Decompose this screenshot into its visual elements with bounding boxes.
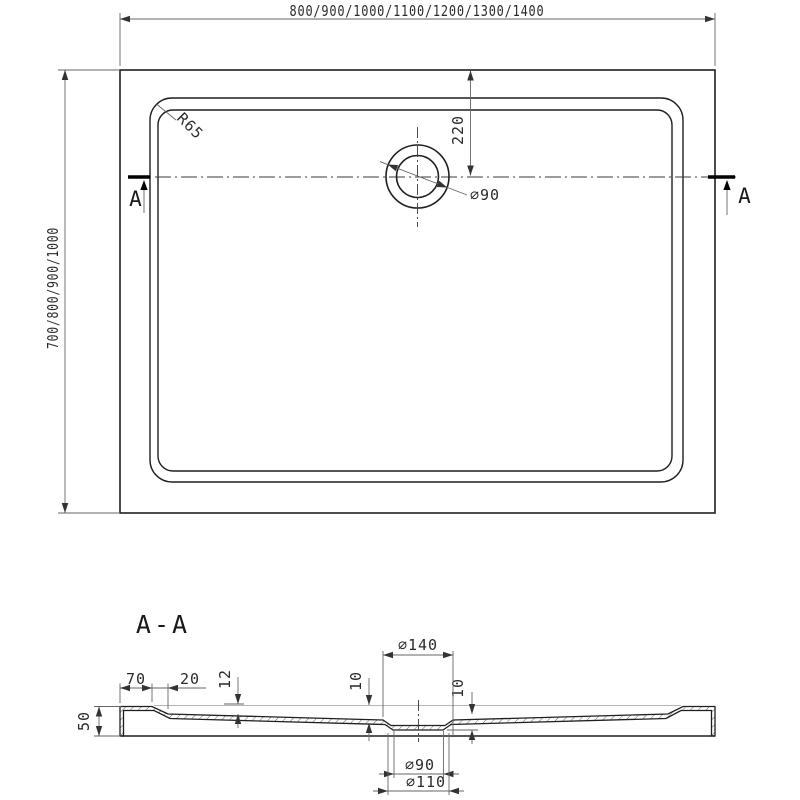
dim-drain-offset — [449, 71, 474, 176]
dim-flange-diameter-label: ⌀110 — [405, 773, 447, 791]
section-profile — [120, 707, 715, 737]
section-view — [75, 610, 715, 795]
dim-recess-diameter-label: ⌀140 — [397, 636, 439, 654]
dim-inner-depth-label: 12 — [216, 668, 234, 690]
dim-overall-depth-label: 700/800/900/1000 — [44, 188, 62, 349]
dim-edge-height-label: 50 — [75, 710, 93, 732]
dim-drain-depth-left-label: 10 — [347, 670, 365, 692]
dim-overall-width — [120, 2, 715, 66]
dim-drain-diameter-label: ⌀90 — [470, 186, 501, 204]
tray-inner-rim-inner — [158, 110, 672, 471]
dim-recess-diameter — [383, 636, 453, 736]
section-cut-marker-left — [128, 177, 150, 213]
section-label-left: A — [129, 187, 142, 211]
dim-drain-offset-label: 220 — [449, 114, 467, 146]
dim-drain-depth-left — [347, 671, 372, 741]
top-view — [44, 2, 751, 513]
dim-hole-diameter — [379, 731, 459, 778]
dim-drain-depth-right-label: 10 — [449, 677, 467, 699]
dim-overall-depth — [44, 70, 120, 513]
dim-edge-height — [75, 707, 121, 737]
dim-rim-width-label: 70 — [125, 670, 147, 688]
section-label-right: A — [738, 184, 751, 208]
section-title: A-A — [135, 610, 191, 639]
dim-slope-width-label: 20 — [179, 670, 201, 688]
dim-corner-radius-label: R65 — [173, 109, 208, 144]
dim-slope-width — [152, 670, 206, 709]
dim-rim-width — [120, 670, 152, 703]
dim-drain-depth-right — [447, 678, 478, 744]
dim-overall-width-label: 800/900/1000/1100/1200/1300/1400 — [289, 2, 545, 20]
dim-hole-diameter-label: ⌀90 — [404, 756, 436, 774]
